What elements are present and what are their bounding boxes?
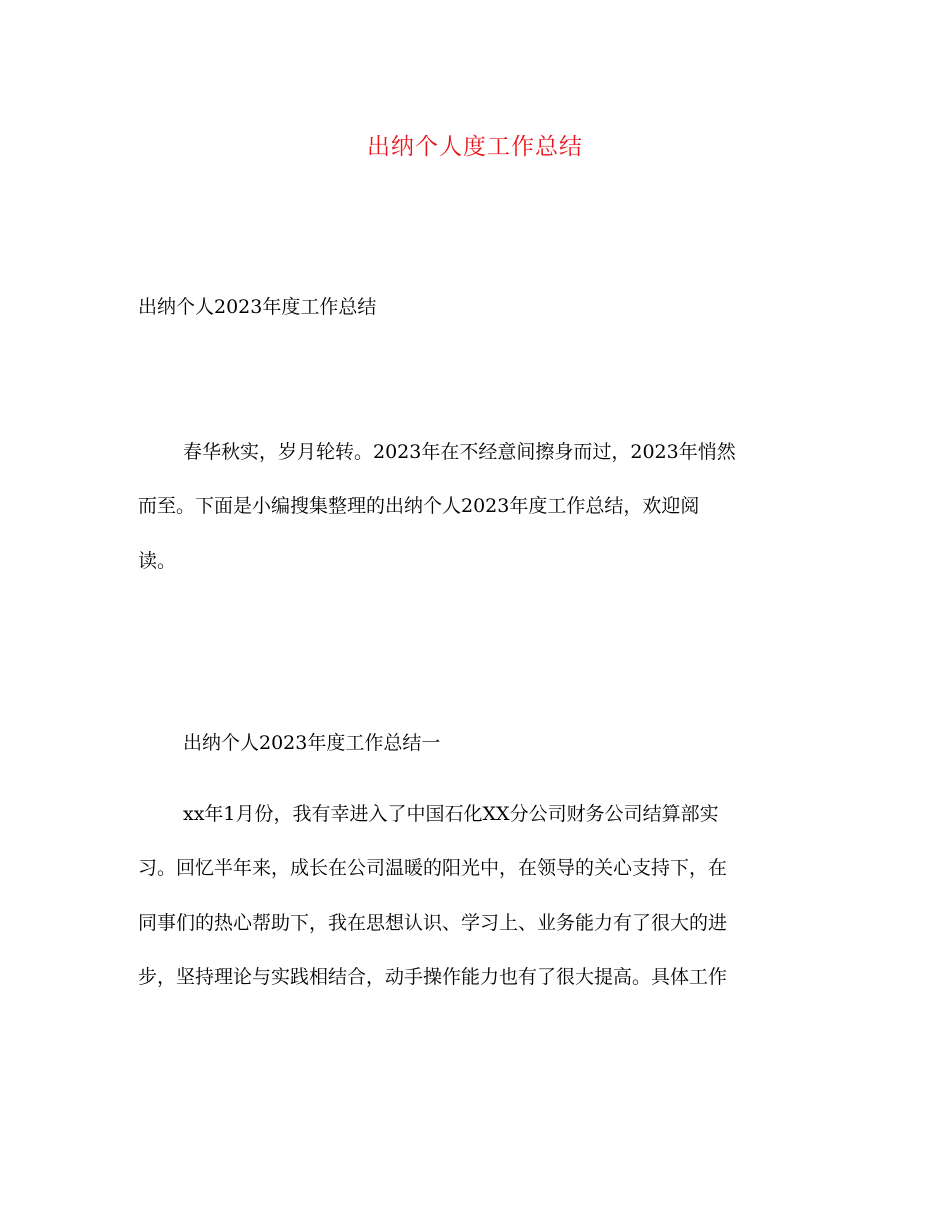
section-heading: 出纳个人2023年度工作总结一 [183, 732, 441, 754]
intro-line: 而至。下面是小编搜集整理的出纳个人2023年度工作总结，欢迎阅 [138, 495, 700, 518]
body-line: 步，坚持理论与实践相结合，动手操作能力也有了很大提高。具体工作 [138, 966, 728, 989]
intro-line: 春华秋实，岁月轮转。2023年在不经意间擦身而过，2023年悄然 [183, 441, 736, 463]
body-paragraph [138, 799, 818, 1017]
body-line: xx年1月份，我有幸进入了中国石化XX分公司财务公司结算部实 [183, 803, 719, 825]
body-line: 同事们的热心帮助下，我在思想认识、学习上、业务能力有了很大的进 [138, 911, 728, 934]
intro-line: 读。 [138, 549, 177, 572]
document-title: 出纳个人度工作总结 [367, 134, 583, 160]
intro-paragraph [138, 437, 818, 600]
document-subtitle: 出纳个人2023年度工作总结 [138, 296, 377, 318]
body-line: 习。回忆半年来，成长在公司温暖的阳光中，在领导的关心支持下，在 [138, 857, 728, 880]
